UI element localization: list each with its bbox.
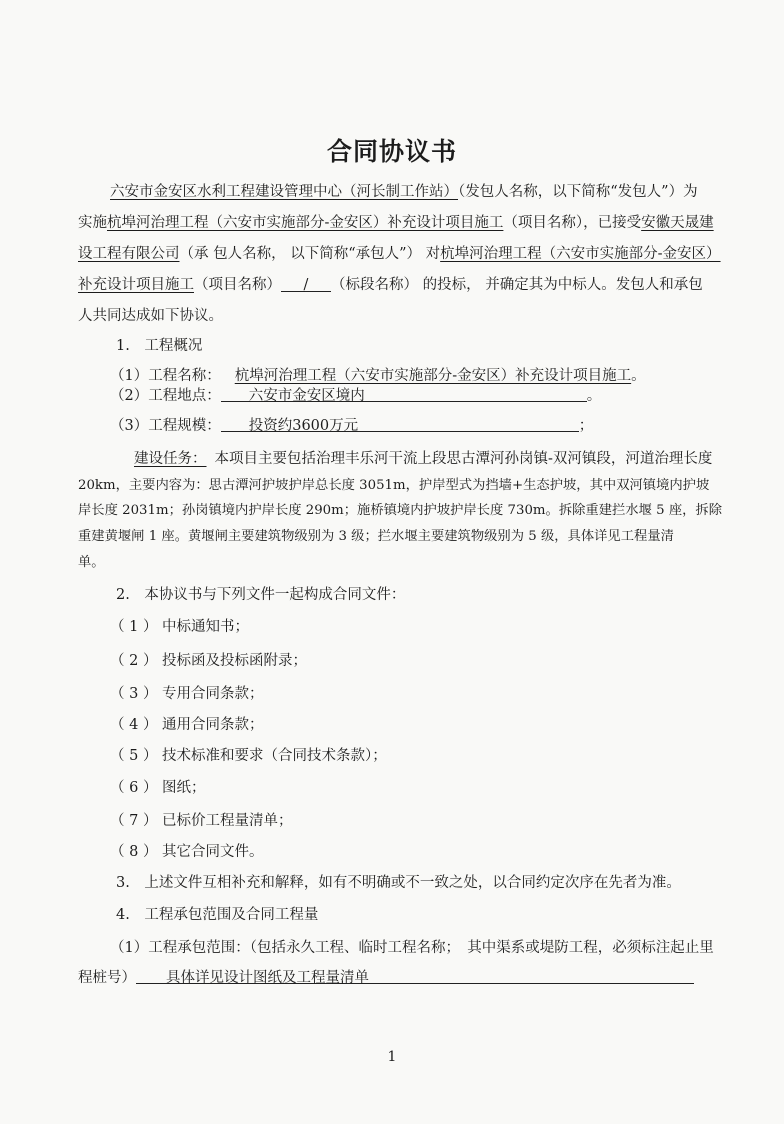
construction-task-line-1 [134, 449, 734, 469]
section4-heading: 4. 工程承包范围及合同工程量 [116, 907, 319, 923]
project-name: 杭埠河治理工程（六安市实施部分-金安区）补充设计项目施工 [107, 215, 504, 231]
intro-text: 实施 [78, 215, 107, 231]
project-name: 补充设计项目施工 [78, 277, 194, 293]
document-list-item: （ 6 ） 图纸； [110, 780, 206, 796]
document-title: 合同协议书 [326, 137, 457, 166]
section1-heading: 1. 工程概况 [116, 338, 203, 354]
intro-text: （承 包人名称， 以下简称“承包人”） 对 [179, 246, 441, 262]
intro-line-5 [78, 306, 678, 326]
field-end: 。 [586, 388, 602, 404]
project-site-value: 六安市金安区境内 [221, 386, 587, 402]
document-list-item: （ 1 ） 中标通知书； [110, 619, 250, 635]
document-list-item: （ 7 ） 已标价工程量清单； [110, 813, 293, 829]
intro-text: （项目名称） [194, 277, 281, 293]
construction-task-line-5: 单。 [78, 555, 105, 570]
document-list-item: （ 8 ） 其它合同文件。 [110, 844, 264, 860]
construction-task-line-4: 重建黄堰闸 1 座。黄堰闸主要建筑物级别为 3 级；拦水堰主要建筑物级别为 5 级，具体详见工程量清 [78, 529, 674, 544]
scope-prefix: 程桩号） [78, 970, 136, 986]
field-label: （2）工程地点： [110, 388, 221, 404]
intro-line-3 [78, 244, 721, 264]
field-label: （1）工程名称： [110, 368, 221, 384]
scope-value: 具体详见设计图纸及工程量清单 [136, 968, 694, 984]
construction-task-line-2: 20km，主要内容为：思古潭河护坡护岸总长度 3051m，护岸型式为挡墙+生态护坡，其中双河镇境内护坡 [78, 478, 710, 493]
intro-text: （项目名称），已接受 [503, 215, 642, 231]
field-label: （3）工程规模： [110, 418, 221, 434]
intro-line-1 [110, 182, 710, 202]
project-name-row [110, 366, 710, 386]
intro-text: （发包人名称，以下简称“发包人”）为 [458, 184, 698, 200]
construction-task-line-3: 岸长度 2031m；孙岗镇境内护岸长度 290m；施桥镇境内护坡护岸长度 730m。拆除重建拦水堰 5 座，拆除 [78, 503, 723, 518]
project-scale-row [110, 416, 710, 436]
project-site-row [110, 386, 710, 406]
section-name: / [281, 275, 331, 292]
project-name-value: 杭埠河治理工程（六安市实施部分-金安区）补充设计项目施工 [234, 368, 632, 384]
intro-text: 人共同达成如下协议。 [78, 308, 223, 324]
intro-text: （标段名称） 的投标， 并确定其为中标人。发包人和承包 [331, 277, 703, 293]
employer-name: 六安市金安区水利工程建设管理中心（河长制工作站） [110, 184, 458, 200]
project-name: 杭埠河治理工程（六安市实施部分-金安区） [440, 246, 721, 262]
field-end: 。 [631, 368, 646, 384]
construction-task-text: 本项目主要包括治理丰乐河干流上段思古潭河孙岗镇-双河镇段，河道治理长度 [214, 451, 713, 467]
contractor-name: 安徽天晟建 [641, 215, 714, 231]
document-list-item: （ 4 ） 通用合同条款； [110, 717, 264, 733]
section2-heading: 2. 本协议书与下列文件一起构成合同文件： [116, 587, 406, 603]
scope-line-2 [78, 968, 718, 988]
document-list-item: （ 2 ） 投标函及投标函附录； [110, 653, 308, 669]
contractor-name: 设工程有限公司 [78, 246, 180, 262]
document-list-item: （ 5 ） 技术标准和要求（合同技术条款）； [110, 748, 387, 764]
page-number: 1 [387, 1049, 397, 1065]
intro-line-4 [78, 275, 718, 295]
section3-text: 3. 上述文件互相补充和解释，如有不明确或不一致之处，以合同约定次序在先者为准。 [116, 875, 681, 891]
construction-task-label: 建设任务： [134, 451, 207, 467]
document-list-item: （ 3 ） 专用合同条款； [110, 686, 264, 702]
field-end: ； [578, 418, 594, 434]
scope-line-1: （1）工程承包范围：（包括永久工程、临时工程名称； 其中渠系或堤防工程，必须标注起止里 [110, 940, 714, 956]
intro-line-2 [78, 213, 718, 233]
project-scale-value: 投资约3600万元 [221, 416, 579, 432]
